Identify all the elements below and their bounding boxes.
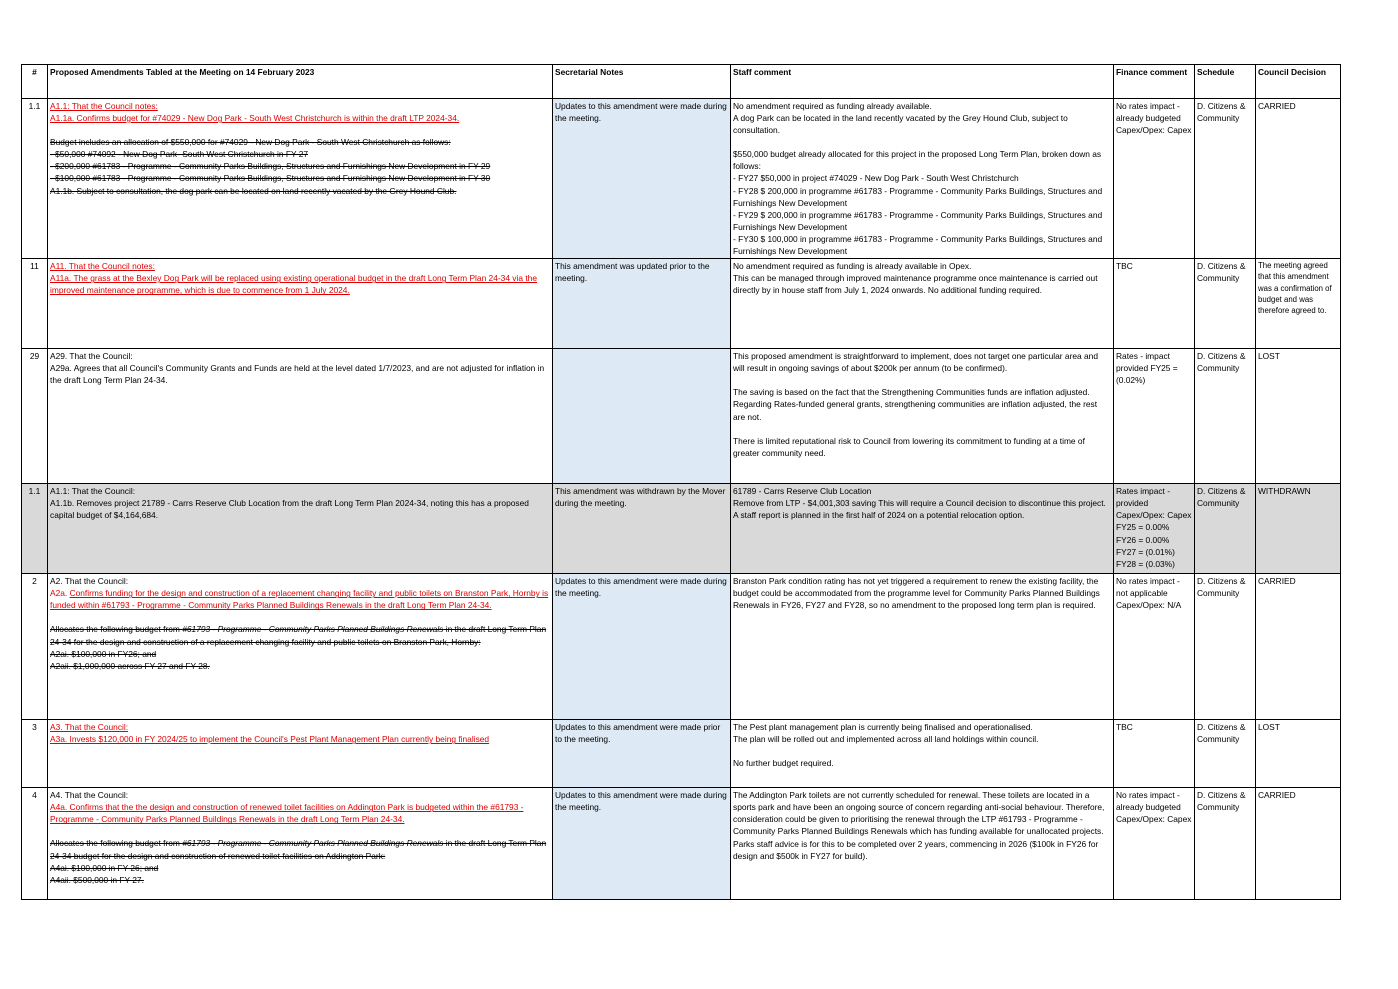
amendment-line: Confirms funding for the design and construction of a replacement changing facility and public toilets on Branston Park, Hornby is funded within #61793 - Programme - Community Parks Planned Buildings Renewals in the draft Long Term Plan 24-34.	[50, 588, 549, 611]
finance-comment: No rates impact - already budgeted Capex/Opex: Capex	[1114, 788, 1195, 900]
staff-line: - FY29 $ 200,000 in programme #61783 - Programme - Community Parks Buildings, Structures and Furnishings New Development	[733, 209, 1103, 232]
amendment-line: - $200,000 #61783 - Programme - Community Parks Buildings, Structures and Furnishings New Development in FY 29	[50, 161, 491, 172]
council-decision: CARRIED	[1256, 574, 1341, 720]
amendment-line: A4aii. $500,000 in FY 27.	[50, 874, 144, 885]
council-decision: CARRIED	[1256, 99, 1341, 259]
finance-line: provided	[1116, 498, 1149, 509]
staff-line: This can be managed through improved maintenance programme once maintenance is carried out directly by in house staff from July 1, 2024 onwards. No additional funding required.	[733, 273, 1098, 296]
finance-line: FY28 = (0.03%)	[1116, 558, 1175, 569]
amendment-line: Allocates the following budget from	[50, 838, 183, 849]
header-finance-comment: Finance comment	[1114, 65, 1195, 99]
amendment-line: A2a.	[50, 588, 70, 599]
amendment-line: A4a. Confirms that the the design and construction of renewed toilet facilities on Addington Park is budgeted within the #61793 - Programme - Community Parks Planned Buildings Renewals in the draft Long Term Plan 24-34.	[50, 802, 524, 825]
row-number: 4	[22, 788, 48, 900]
staff-line: - FY30 $ 100,000 in programme #61783 - Programme - Community Parks Buildings, Structures and Furnishings New Development	[733, 233, 1103, 257]
staff-line: No amendment required as funding is already available in Opex.	[733, 261, 972, 272]
staff-line: There is limited reputational risk to Council from lowering its commitment to funding at a time of greater community need.	[733, 435, 1085, 458]
amendment-text	[48, 788, 553, 900]
amendment-text	[48, 720, 553, 788]
secretarial-note: This amendment was updated prior to the meeting.	[553, 259, 731, 349]
staff-line: Branston Park condition rating has not yet triggered a requirement to renew the existing facility, the budget could be accommodated from the programme level for Community Parks Planned Buildings Renewals in FY26, FY27 and FY28, so no amendment to the proposed long term plan is required.	[733, 576, 1100, 611]
schedule: D. Citizens & Community	[1195, 259, 1256, 349]
council-decision: LOST	[1256, 349, 1341, 484]
header-council-decision: Council Decision	[1256, 65, 1341, 99]
staff-comment	[731, 99, 1114, 259]
amendment-line: A1.1b. Subject to consultation, the dog park can be located on land recently vacated by the Grey Hound Club.	[50, 185, 457, 196]
row-number: 11	[22, 259, 48, 349]
staff-line: A staff report is planned in the first half of 2024 on a potential relocation option.	[733, 510, 1025, 521]
row-number: 2	[22, 574, 48, 720]
finance-line: FY25 = 0.00%	[1116, 522, 1170, 533]
amendment-line: Budget includes an allocation of $550,000 for #74029 - New Dog Park - South West Christchurch as follows:	[50, 137, 451, 148]
secretarial-note	[553, 349, 731, 484]
finance-comment: TBC	[1114, 720, 1195, 788]
row-number: 1.1	[22, 99, 48, 259]
amendment-line: - $50,000 #74092 - New Dog Park- South West Christchurch in FY 27	[50, 149, 309, 160]
staff-line: The plan will be rolled out and implemented across all land holdings within council.	[733, 734, 1039, 745]
staff-line: A dog Park can be located in the land recently vacated by the Grey Hound Club, subject to consultation.	[733, 113, 1068, 136]
amendment-text	[48, 574, 553, 720]
finance-comment: Rates - impact provided FY25 = (0.02%)	[1114, 349, 1195, 484]
finance-comment: No rates impact - not applicable Capex/Opex: N/A	[1114, 574, 1195, 720]
secretarial-note: This amendment was withdrawn by the Mover during the meeting.	[553, 484, 731, 574]
amendment-line: - $100,000 #61783 - Programme - Community Parks Buildings, Structures and Furnishings New Development in FY 30	[50, 173, 491, 184]
amendments-table	[21, 64, 1341, 900]
staff-line: No further budget required.	[733, 758, 834, 769]
amendment-text	[48, 99, 553, 259]
amendment-line: A11a. The grass at the Bexley Dog Park will be replaced using existing operational budget in the draft Long Term Plan 24-34 via the improved maintenance programme, which is due to commence from 1 July 2024.	[50, 273, 537, 296]
amendment-line: A4ai. $100,000 in FY 26; and	[50, 862, 159, 873]
schedule: D. Citizens & Community	[1195, 99, 1256, 259]
council-decision: WITHDRAWN	[1256, 484, 1341, 574]
amendment-line: A3a. Invests $120,000 in FY 2024/25 to implement the Council's Pest Plant Management Plan currently being finalised	[50, 734, 490, 745]
amendment-line: A11. That the Council notes:	[50, 261, 155, 272]
secretarial-note: Updates to this amendment were made prior to the meeting.	[553, 720, 731, 788]
header-secretarial-notes: Secretarial Notes	[553, 65, 731, 99]
secretarial-note: Updates to this amendment were made during the meeting.	[553, 788, 731, 900]
staff-line: Remove from LTP - $4,001,303 saving This will require a Council decision to discontinue this project.	[733, 498, 1106, 509]
staff-line: The Pest plant management plan is currently being finalised and operationalised.	[733, 722, 1033, 733]
header-amendments: Proposed Amendments Tabled at the Meeting on 14 February 2023	[48, 65, 553, 99]
finance-line: Capex/Opex: Capex	[1116, 510, 1192, 521]
amendment-line: A1.1: That the Council:	[50, 486, 136, 497]
staff-line: - FY28 $ 200,000 in programme #61783 - Programme - Community Parks Buildings, Structures and Furnishings New Development	[733, 185, 1103, 208]
header-schedule: Schedule	[1195, 65, 1256, 99]
table-row	[22, 349, 1341, 484]
amendment-line: A2ai. $100,000 in FY26; and	[50, 648, 157, 659]
staff-comment	[731, 574, 1114, 720]
table-row	[22, 720, 1341, 788]
amendment-line: A1.1: That the Council notes:	[50, 101, 158, 111]
amendment-line: #61793 - Programme - Community Parks Planned Buildings Renewals	[182, 624, 444, 635]
row-number: 3	[22, 720, 48, 788]
staff-line: The Addington Park toilets are not currently scheduled for renewal. These toilets are located in a sports park and have been an ongoing source of concern regarding anti-social behaviour. Therefore, consideration could be given to prioritising the renewal through the LTP #61793 - Programme - Community Parks Planned Buildings Renewals which has funding available for unallocated projects. Parks staff advice is for this to be completed over 2 years, commencing in 2026 ($100k in FY26 for design and $500k in FY27 for build).	[733, 790, 1105, 861]
amendment-line: A29. That the Council:	[50, 351, 133, 362]
amendment-line: #61793 - Programme - Community Parks Planned Buildings Renewals	[182, 838, 444, 849]
amendment-line: in the draft Long Term Plan 24-34 budget for the design and construction of renewed toilet facilities on Addington Park:	[50, 838, 547, 861]
header-number: #	[22, 65, 48, 99]
staff-comment	[731, 484, 1114, 574]
amendment-line: A2. That the Council:	[50, 576, 129, 587]
staff-line: 61789 - Carrs Reserve Club Location	[733, 486, 872, 497]
amendment-line: A4. That the Council:	[50, 790, 129, 801]
table-row	[22, 259, 1341, 349]
table-row	[22, 484, 1341, 574]
amendment-text	[48, 349, 553, 484]
amendment-line: A3. That the Council:	[50, 722, 129, 733]
staff-comment	[731, 720, 1114, 788]
amendment-text	[48, 484, 553, 574]
council-decision: CARRIED	[1256, 788, 1341, 900]
council-decision: LOST	[1256, 720, 1341, 788]
finance-line: FY27 = (0.01%)	[1116, 546, 1175, 557]
row-number: 29	[22, 349, 48, 484]
staff-comment	[731, 259, 1114, 349]
amendment-line: in the draft Long Term Plan 24-34 for the design and construction of a replacement changing facility and public toilets on Branston Park, Hornby:	[50, 624, 547, 647]
finance-line: FY26 = 0.00%	[1116, 534, 1170, 545]
amendment-line: Allocates the following budget from	[50, 624, 183, 635]
secretarial-note: Updates to this amendment were made during the meeting.	[553, 574, 731, 720]
finance-comment	[1114, 484, 1195, 574]
staff-line: This proposed amendment is straightforward to implement, does not target one particular area and will result in ongoing savings of about $200k per annum (to be confirmed).	[733, 351, 1098, 374]
row-number: 1.1	[22, 484, 48, 574]
schedule: D. Citizens & Community	[1195, 349, 1256, 484]
council-decision: The meeting agreed that this amendment was a confirmation of budget and was therefore agreed to.	[1256, 259, 1341, 349]
schedule: D. Citizens & Community	[1195, 484, 1256, 574]
table-row	[22, 574, 1341, 720]
header-staff-comment: Staff comment	[731, 65, 1114, 99]
staff-line: - FY27 $50,000 in project #74029 - New Dog Park - South West Christchurch	[733, 173, 1019, 184]
schedule: D. Citizens & Community	[1195, 574, 1256, 720]
finance-line: Rates impact -	[1116, 486, 1170, 497]
staff-line: The saving is based on the fact that the Strengthening Communities funds are inflation adjusted. Regarding Rates-funded general grants, strengthening communities are inflation adjusted, the rest are not.	[733, 387, 1098, 422]
secretarial-note: Updates to this amendment were made during the meeting.	[553, 99, 731, 259]
amendment-line: A29a. Agrees that all Council's Community Grants and Funds are held at the level dated 1/7/2023, and are not adjusted for inflation in the draft Long Term Plan 24-34.	[50, 363, 545, 386]
staff-comment	[731, 349, 1114, 484]
schedule: D. Citizens & Community	[1195, 788, 1256, 900]
staff-comment	[731, 788, 1114, 900]
schedule: D. Citizens & Community	[1195, 720, 1256, 788]
amendment-line: A2aii. $1,000,000 across FY 27 and FY 28.	[50, 660, 210, 671]
amendment-line: A1.1b. Removes project 21789 - Carrs Reserve Club Location from the draft Long Term Plan 2024-34, noting this has a proposed capital budget of $4,164,684.	[50, 498, 529, 521]
staff-line: No amendment required as funding already available.	[733, 101, 932, 111]
finance-comment: TBC	[1114, 259, 1195, 349]
table-row	[22, 788, 1341, 900]
header-row	[22, 65, 1341, 99]
finance-comment: No rates impact - already budgeted Capex/Opex: Capex	[1114, 99, 1195, 259]
amendment-line: A1.1a. Confirms budget for #74029 - New Dog Park - South West Christchurch is within the draft LTP 2024-34.	[50, 113, 460, 124]
table-row	[22, 99, 1341, 259]
amendment-text	[48, 259, 553, 349]
staff-line: $550,000 budget already allocated for this project in the proposed Long Term Plan, broken down as follows:	[733, 149, 1102, 172]
